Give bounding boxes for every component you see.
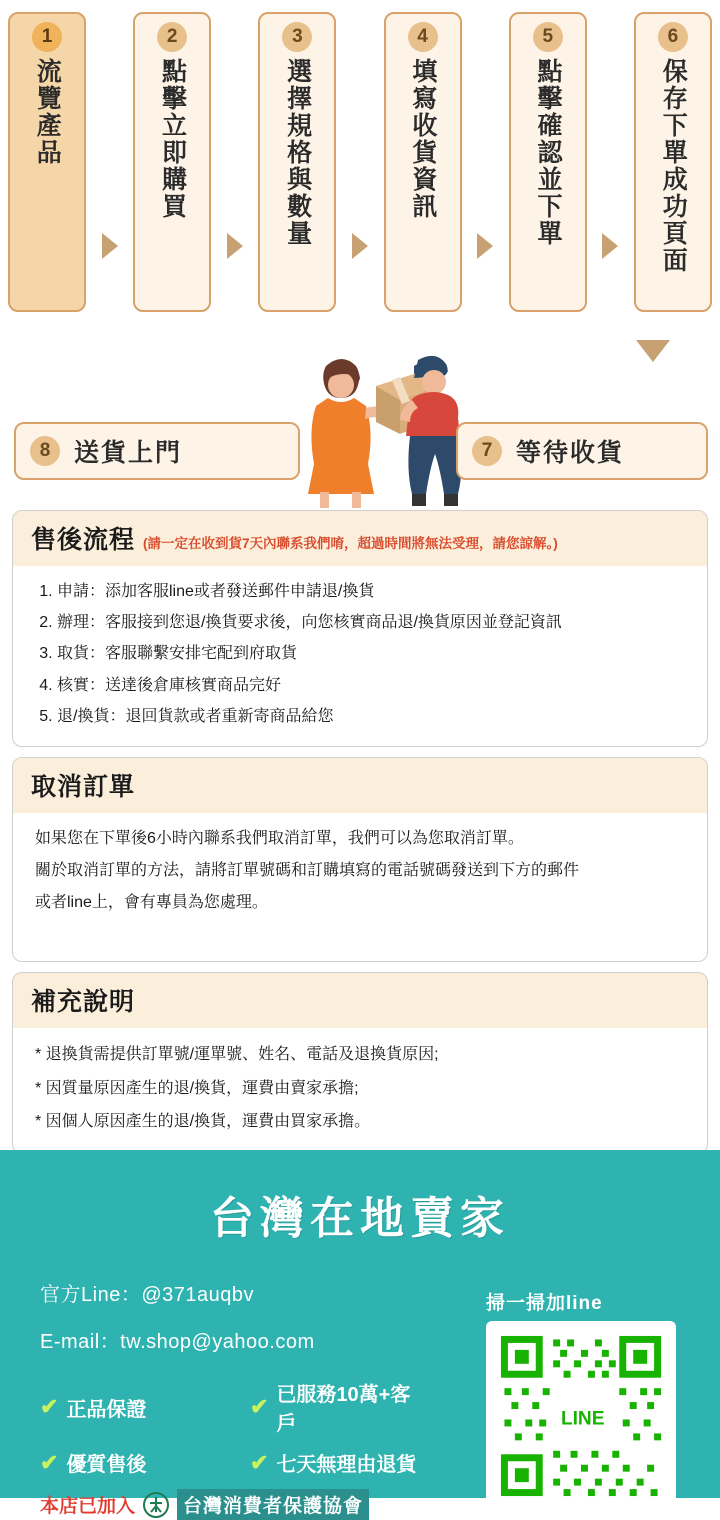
badge-item [40, 1378, 220, 1436]
flow-step-4 [384, 12, 462, 312]
qr-caption: 掃一掃加line [486, 1293, 603, 1314]
email-value: tw.shop@yahoo.com [120, 1331, 315, 1353]
email-contact [40, 1325, 315, 1354]
line-label: 官方Line： [40, 1284, 142, 1306]
badge-label: 正品保證 [66, 1398, 147, 1421]
step-label: 流覽產品 [33, 58, 62, 166]
extra-notes-header [13, 973, 707, 1028]
list-item: 1. 申請：添加客服line或者發送郵件申請退/換貨 [57, 576, 685, 607]
step-label: 填寫收貨資訊 [408, 58, 437, 220]
qr-center-label: LINE [560, 1408, 605, 1430]
step-number: 5 [533, 22, 563, 52]
qr-code-icon [494, 1329, 668, 1503]
list-item: 4. 核實：送達後倉庫核實商品完好 [57, 670, 685, 701]
note-line: * 因質量原因產生的退/換貨，運費由賣家承擔; [35, 1079, 359, 1097]
badge-row [40, 1378, 460, 1436]
delivery-illustration-row [0, 330, 720, 500]
association-row [40, 1489, 460, 1520]
badge-row [40, 1448, 460, 1477]
list-item: 3. 取貨：客服聯繫安排宅配到府取貨 [57, 638, 685, 669]
line-qr-code[interactable] [486, 1321, 676, 1511]
badge-item [40, 1448, 220, 1477]
association-logo-icon [143, 1492, 169, 1518]
step-number: 7 [472, 436, 502, 466]
badge-label: 七天無理由退貨 [276, 1454, 417, 1476]
step-number: 4 [408, 22, 438, 52]
step-number: 6 [658, 22, 688, 52]
check-icon: ✔ [250, 1394, 269, 1419]
step-label: 選擇規格與數量 [283, 58, 312, 247]
step-number: 8 [30, 436, 60, 466]
line-contact [40, 1278, 315, 1307]
list-item: 2. 辦理：客服接到您退/換貨要求後，向您核實商品退/換貨原因並登記資訊 [57, 607, 685, 638]
step-label: 保存下單成功頁面 [659, 58, 688, 274]
after-sales-header [13, 511, 707, 566]
after-sales-panel [12, 510, 708, 747]
step-label: 等待收貨 [516, 439, 625, 467]
flow-step-8 [14, 422, 300, 480]
badge-item [250, 1378, 430, 1436]
cancel-order-body [13, 813, 707, 961]
extra-notes-body [13, 1028, 707, 1153]
step-number: 3 [282, 22, 312, 52]
arrow-right-icon [602, 233, 618, 259]
badge-item [250, 1448, 430, 1477]
badge-list [40, 1378, 460, 1520]
step-number: 2 [157, 22, 187, 52]
paragraph-line: 或者line上，會有專員為您處理。 [35, 893, 268, 911]
flow-step-2 [133, 12, 211, 312]
flow-step-7 [456, 422, 708, 480]
check-icon: ✔ [250, 1449, 269, 1475]
order-flow [0, 0, 720, 330]
step-label: 送貨上門 [74, 439, 183, 467]
after-sales-title: 售後流程 [31, 526, 136, 554]
step-number: 1 [32, 22, 62, 52]
qr-block [486, 1288, 676, 1511]
after-sales-list [35, 576, 685, 732]
step-label: 點擊確認並下單 [534, 58, 562, 247]
badge-label: 優質售後 [66, 1454, 147, 1476]
flow-step-3 [258, 12, 336, 312]
check-icon: ✔ [40, 1449, 59, 1475]
contact-block [40, 1278, 315, 1372]
flow-step-6 [634, 12, 712, 312]
arrow-right-icon [477, 233, 493, 259]
badge-label: 已服務10萬+客戶 [276, 1384, 411, 1435]
paragraph-line: 關於取消訂單的方法，請將訂單號碼和訂購填寫的電話號碼發送到下方的郵件 [35, 861, 580, 879]
seller-footer [0, 1150, 720, 1517]
paragraph-line: 如果您在下單後6小時內聯系我們取消訂單，我們可以為您取消訂單。 [35, 829, 524, 847]
flow-step-1 [8, 12, 86, 312]
arrow-right-icon [352, 233, 368, 259]
association-prefix: 本店已加入 [40, 1496, 136, 1517]
extra-notes-panel [12, 972, 708, 1154]
check-icon: ✔ [40, 1394, 59, 1419]
note-line: * 退換貨需提供訂單號/運單號、姓名、電話及退換貨原因; [35, 1045, 439, 1063]
arrow-right-icon [102, 233, 118, 259]
extra-notes-title: 補充說明 [31, 987, 136, 1016]
delivery-illustration-icon [268, 330, 468, 510]
cancel-order-panel [12, 757, 708, 962]
footer-title: 台灣在地賣家 [210, 1194, 510, 1243]
association-name: 台灣消費者保護協會 [177, 1489, 369, 1520]
arrow-right-icon [227, 233, 243, 259]
cancel-order-header [13, 758, 707, 813]
list-item: 5. 退/換貨：退回貨款或者重新寄商品給您 [57, 701, 685, 732]
after-sales-note: (請一定在收到貨7天內聯系我們唷，超過時間將無法受理，請您諒解。) [143, 536, 558, 551]
after-sales-body [13, 566, 707, 746]
flow-step-5 [509, 12, 587, 312]
step-label: 點擊立即購買 [158, 58, 187, 220]
note-line: * 因個人原因產生的退/換貨，運費由買家承擔。 [35, 1113, 371, 1131]
cancel-order-title: 取消訂單 [31, 772, 136, 801]
line-value: @371auqbv [141, 1284, 254, 1306]
email-label: E-mail： [40, 1331, 121, 1353]
